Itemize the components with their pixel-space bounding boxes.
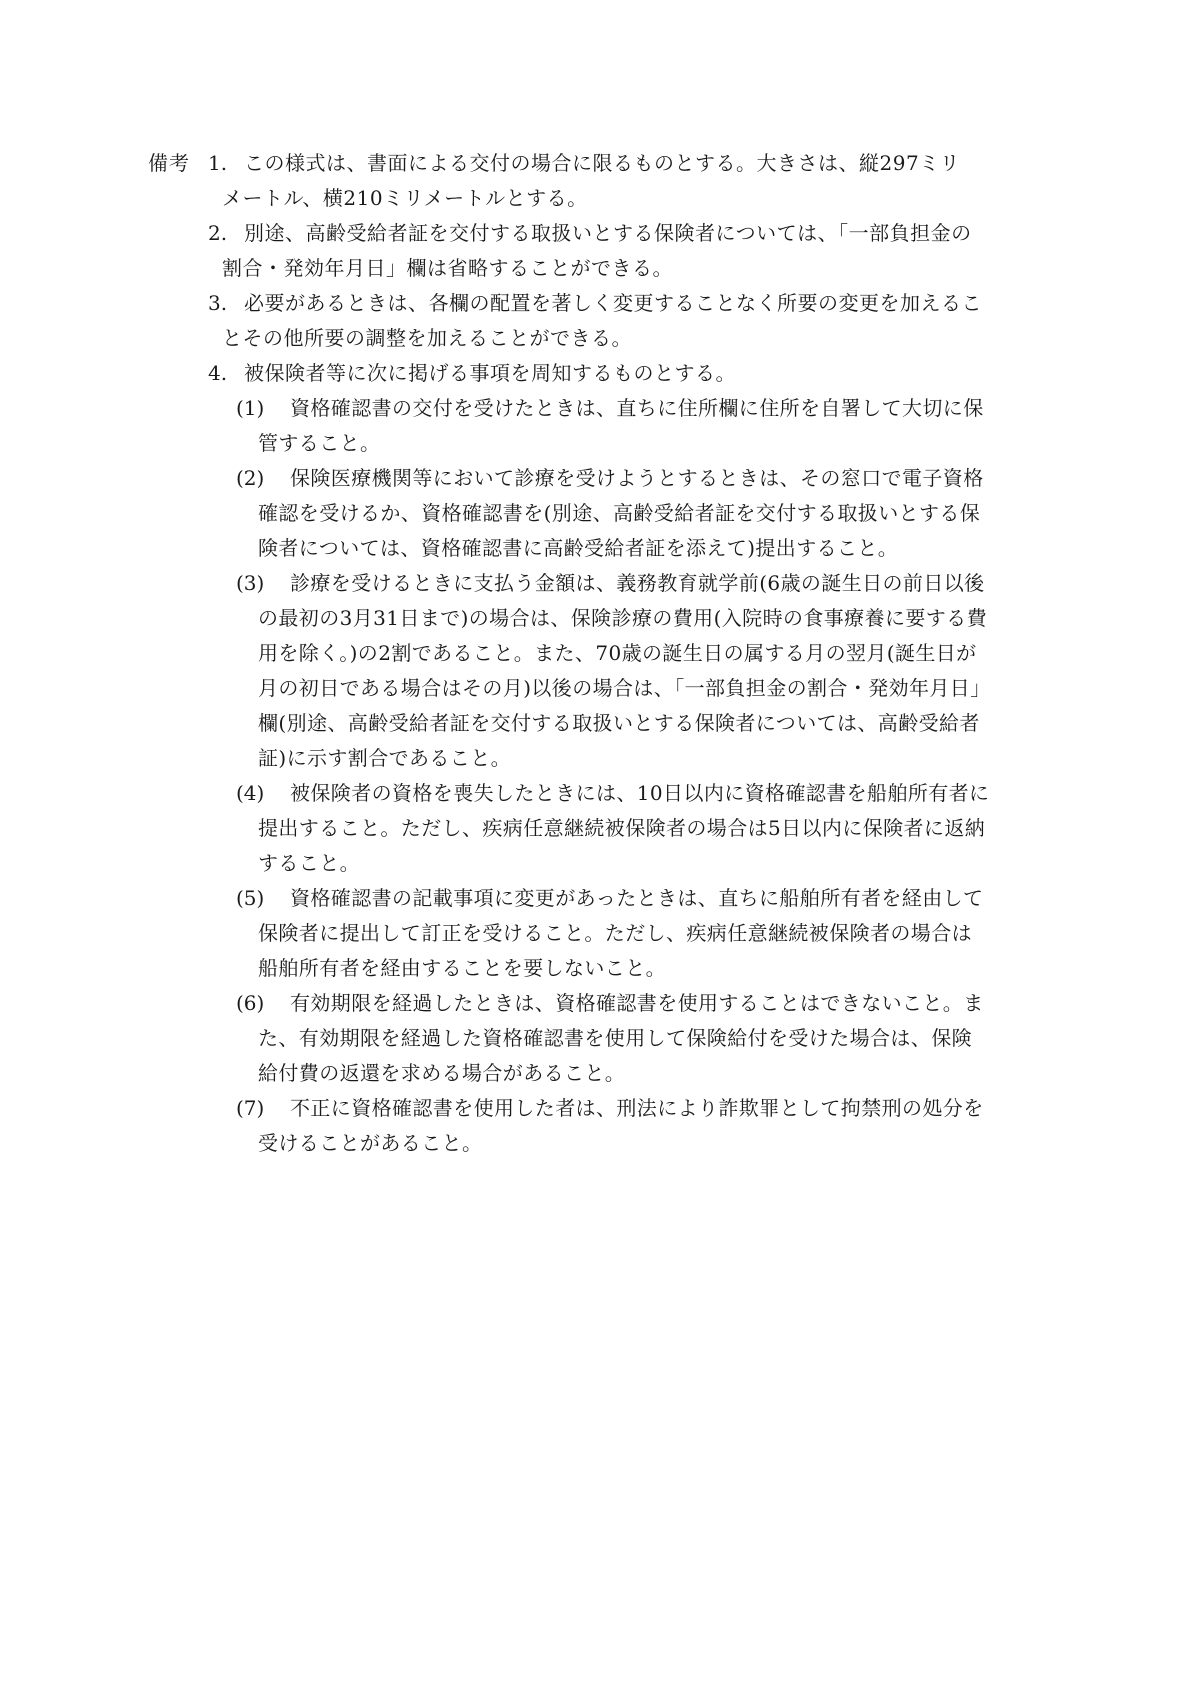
sub-item-line: た、有効期限を経過した資格確認書を使用して保険給付を受けた場合は、保険: [258, 1026, 972, 1050]
sub-item-line: 欄(別途、高齢受給者証を交付する取扱いとする保険者については、高齢受給者: [258, 711, 980, 735]
sub-item-line: 険者については、資格確認書に高齢受給者証を添えて)提出すること。: [258, 536, 899, 560]
sub-item-7: [236, 1091, 1036, 1161]
sub-item-number: (2): [236, 466, 265, 490]
sub-item-6: [236, 986, 1036, 1091]
remark-line: 別途、高齢受給者証を交付する取扱いとする保険者については、「一部負担金の: [244, 221, 972, 245]
remark-number: 2.: [208, 221, 228, 245]
sub-item-line: 保険者に提出して訂正を受けること。ただし、疾病任意継続被保険者の場合は: [258, 921, 972, 945]
sub-item-line: 不正に資格確認書を使用した者は、刑法により詐欺罪として拘禁刑の処分を: [290, 1096, 984, 1120]
sub-item-3: [236, 566, 1036, 776]
sub-item-line: 管すること。: [258, 431, 381, 455]
sub-item-line: 保険医療機関等において診療を受けようとするときは、その窓口で電子資格: [290, 466, 984, 490]
sub-item-number: (7): [236, 1096, 265, 1120]
sub-item-number: (4): [236, 781, 265, 805]
remark-line: とその他所要の調整を加えることができる。: [222, 326, 632, 350]
remark-item-2: [208, 216, 1034, 286]
remark-item-3: [208, 286, 1034, 356]
sub-item-line: 被保険者の資格を喪失したときには、10日以内に資格確認書を船舶所有者に: [290, 781, 990, 805]
remark-number: 3.: [208, 291, 228, 315]
sub-item-line: 給付費の返還を求める場合があること。: [258, 1061, 626, 1085]
sub-item-line: 資格確認書の記載事項に変更があったときは、直ちに船舶所有者を経由して: [290, 886, 984, 910]
sub-item-line: 確認を受けるか、資格確認書を(別途、高齢受給者証を交付する取扱いとする保: [258, 501, 981, 525]
sub-item-4: [236, 776, 1036, 881]
sub-item-number: (1): [236, 396, 265, 420]
remarks-section: [0, 146, 1181, 1161]
sub-item-line: 証)に示す割合であること。: [258, 746, 512, 770]
sub-item-line: 提出すること。ただし、疾病任意継続被保険者の場合は5日以内に保険者に返納: [258, 816, 986, 840]
remark-line: 被保険者等に次に掲げる事項を周知するものとする。: [244, 361, 736, 385]
remarks-label: 備考: [148, 151, 190, 175]
remark-item-1: [208, 146, 1034, 216]
remark-line: この様式は、書面による交付の場合に限るものとする。大きさは、縦297ミリ: [244, 151, 961, 175]
sub-item-line: 診療を受けるときに支払う金額は、義務教育就学前(6歳の誕生日の前日以後: [290, 571, 985, 595]
sub-item-2: [236, 461, 1036, 566]
sub-item-line: すること。: [258, 851, 360, 875]
sub-item-1: [236, 391, 1036, 461]
sub-item-number: (6): [236, 991, 265, 1015]
sub-item-5: [236, 881, 1036, 986]
sub-item-line: 船舶所有者を経由することを要しないこと。: [258, 956, 666, 980]
sub-item-line: 受けることがあること。: [258, 1131, 483, 1155]
sub-item-line: 有効期限を経過したときは、資格確認書を使用することはできないこと。ま: [290, 991, 984, 1015]
sub-item-number: (3): [236, 571, 265, 595]
sub-item-number: (5): [236, 886, 265, 910]
sub-item-line: 資格確認書の交付を受けたときは、直ちに住所欄に住所を自署して大切に保: [290, 396, 984, 420]
remark-line: 必要があるときは、各欄の配置を著しく変更することなく所要の変更を加えるこ: [244, 291, 982, 315]
sub-item-line: 月の初日である場合はその月)以後の場合は、「一部負担金の割合・発効年月日」: [258, 676, 991, 700]
remark-line: メートル、横210ミリメートルとする。: [222, 186, 588, 210]
sub-item-line: の最初の3月31日まで)の場合は、保険診療の費用(入院時の食事療養に要する費: [258, 606, 987, 630]
remark-item-4: [208, 356, 1034, 391]
remark-line: 割合・発効年月日」欄は省略することができる。: [222, 256, 673, 280]
sub-item-line: 用を除く。)の2割であること。また、70歳の誕生日の属する月の翌月(誕生日が: [258, 641, 977, 665]
remark-number: 4.: [208, 361, 228, 385]
remark-number: 1.: [208, 151, 228, 175]
